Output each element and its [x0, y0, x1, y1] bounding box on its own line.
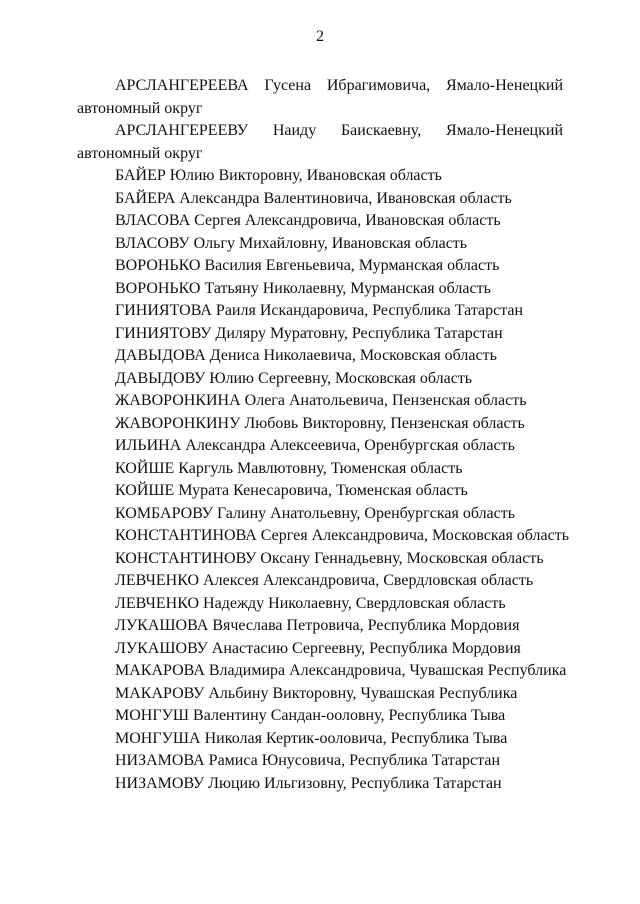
- list-item: КОНСТАНТИНОВА Сергея Александровича, Московская область: [115, 527, 570, 544]
- list-item: ДАВЫДОВУ Юлию Сергеевну, Московская область: [115, 369, 473, 387]
- list-item: КОЙШЕ Мурата Кенесаровича, Тюменская область: [115, 482, 468, 499]
- award-list: [77, 75, 570, 795]
- list-item-text-continued: автономный округ: [77, 144, 203, 162]
- list-item: ИЛЬИНА Александра Алексеевича, Оренбургская область: [115, 437, 515, 454]
- list-item: КОМБАРОВУ Галину Анатольевну, Оренбургская область: [115, 504, 516, 522]
- list-item: КОЙШЕ Каргуль Мавлютовну, Тюменская область: [115, 459, 463, 477]
- list-item: ГИНИЯТОВУ Диляру Муратовну, Республика Татарстан: [115, 324, 503, 342]
- list-item: ВЛАСОВА Сергея Александровича, Ивановская область: [115, 212, 501, 229]
- list-item: ВОРОНЬКО Василия Евгеньевича, Мурманская область: [115, 257, 500, 274]
- page-number: 2: [316, 28, 324, 45]
- list-item: ВОРОНЬКО Татьяну Николаевну, Мурманская область: [115, 279, 491, 297]
- list-item-text: АРСЛАНГЕРЕЕВУ Наиду Баискаевну, Ямало-Ненецкий: [115, 122, 563, 139]
- list-item: ЛУКАШОВА Вячеслава Петровича, Республика Мордовия: [115, 617, 520, 634]
- list-item: БАЙЕРА Александра Валентиновича, Ивановская область: [115, 189, 512, 207]
- list-item: ЛУКАШОВУ Анастасию Сергеевну, Республика Мордовия: [115, 639, 521, 657]
- list-item: [77, 75, 563, 120]
- list-item: ЖАВОРОНКИНА Олега Анатольевича, Пензенская область: [115, 392, 527, 409]
- list-item: МОНГУША Николая Кертик-ооловича, Республика Тыва: [115, 729, 508, 747]
- list-item: ДАВЫДОВА Дениса Николаевича, Московская область: [115, 347, 497, 364]
- list-item: МОНГУШ Валентину Сандан-ооловну, Республика Тыва: [115, 707, 506, 724]
- list-item: МАКАРОВА Владимира Александровича, Чувашская Республика: [115, 662, 567, 679]
- list-item: НИЗАМОВА Рамиса Юнусовича, Республика Татарстан: [115, 752, 501, 769]
- list-item: [77, 120, 563, 165]
- list-item: МАКАРОВУ Альбину Викторовну, Чувашская Республика: [115, 684, 518, 702]
- list-item: ЛЕВЧЕНКО Алексея Александровича, Свердловская область: [115, 572, 534, 589]
- list-item-text-continued: автономный округ: [77, 99, 203, 117]
- list-item: ЖАВОРОНКИНУ Любовь Викторовну, Пензенская область: [115, 414, 525, 432]
- list-item: БАЙЕР Юлию Викторовну, Ивановская область: [115, 167, 442, 184]
- list-item: НИЗАМОВУ Люцию Ильгизовну, Республика Татарстан: [115, 774, 502, 792]
- list-item-text: АРСЛАНГЕРЕЕВА Гусена Ибрагимовича, Ямало-Ненецкий: [115, 77, 563, 94]
- list-item: ЛЕВЧЕНКО Надежду Николаевну, Свердловская область: [115, 594, 506, 612]
- list-item: КОНСТАНТИНОВУ Оксану Геннадьевну, Московская область: [115, 549, 544, 567]
- list-item: ВЛАСОВУ Ольгу Михайловну, Ивановская область: [115, 234, 468, 252]
- list-item: ГИНИЯТОВА Раиля Искандаровича, Республика Татарстан: [115, 302, 524, 319]
